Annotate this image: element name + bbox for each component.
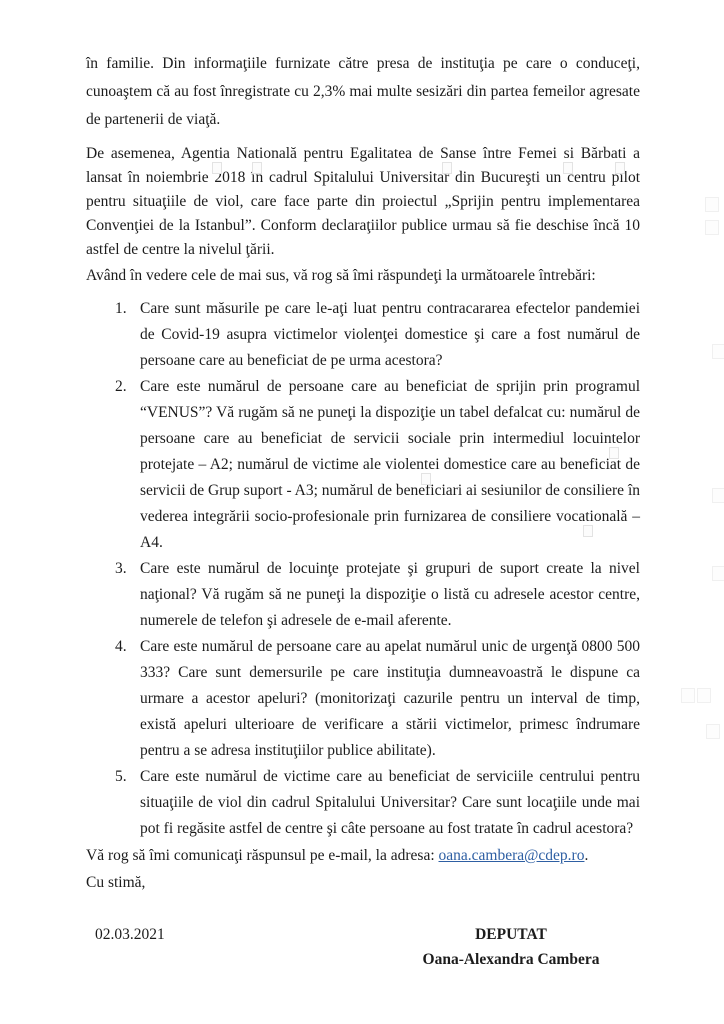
question-text: Care este numărul de locuinţe protejate şi grupuri de suport create la nivel naţional? Vă rugăm să ne puneţi la dispoziţie o listă cu adresele acestor centre, numerele de telefon şi adresele de e-mail aferente.	[140, 560, 640, 629]
paragraph-agency-pilot-center: De asemenea, Agentia Natională pentru Egalitatea de Sanse între Femei si Bărbati a lansat în noiembrie 2018 în cadrul Spitalului Universitar din Bucureşti un centru pilot pentru situaţiile de viol, care face parte din proiectul „Sprijin pentru implementarea Convenţiei de la Istanbul”. Conform declaraţiilor publice urmau să fie deschise încă 10 astfel de centre la nivelul ţării.	[86, 145, 640, 258]
question-number: 1.	[115, 300, 127, 317]
signature-name: Oana-Alexandra Cambera	[422, 951, 600, 968]
email-line-suffix: .	[584, 847, 589, 864]
faint-glyph-box	[712, 488, 724, 503]
signature-row	[86, 922, 640, 972]
paragraph-intro: în familie. Din informaţiile furnizate către presa de instituţia pe care o conduceţi, cunoaştem că au fost înregistrate cu 2,3% mai multe sesizări din partea femeilor agresate de partenerii de viaţă.	[86, 55, 640, 128]
faint-glyph-box	[712, 566, 724, 581]
faint-glyph-box	[712, 344, 724, 359]
question-item-2	[86, 374, 640, 556]
salutation: Cu stimă,	[86, 874, 146, 891]
faint-glyph-box	[705, 220, 719, 235]
signature-block	[396, 922, 626, 972]
question-text: Care este numărul de victime care au beneficiat de serviciile centrului pentru situaţiile de viol din cadrul Spitalului Universitar? Care sunt locaţiile unde mai pot fi regăsite astfel de centre şi câte persoane au fost tratate în cadrul acestora?	[140, 768, 640, 837]
paragraph-questions-leadin: Având în vedere cele de mai sus, vă rog să îmi răspundeţi la următoarele întrebări:	[86, 267, 596, 284]
question-text: Care sunt măsurile pe care le-aţi luat pentru contracararea efectelor pandemiei de Covid-19 asupra victimelor violenţei domestice şi care a fost numărul de persoane care au beneficiat de pe urma acestora?	[140, 300, 640, 369]
email-link[interactable]: oana.cambera@cdep.ro	[438, 847, 585, 864]
question-item-1	[86, 296, 640, 374]
faint-glyph-box	[705, 197, 719, 212]
question-item-5	[86, 764, 640, 842]
email-line-prefix: Vă rog să îmi comunicaţi răspunsul pe e-mail, la adresa:	[86, 847, 439, 864]
email-request-line	[86, 842, 640, 869]
question-text: Care este numărul de persoane care au beneficiat de sprijin prin programul “VENUS”? Vă rugăm să ne puneţi la dispoziţie un tabel defalcat cu: numărul de persoane care au beneficiat de servicii sociale prin intermediul locuintelor protejate – A2; numărul de victime ale violentei domestice care au beneficiat de servicii de Grup suport - A3; numărul de beneficiari ai sesiunilor de consiliere în vederea integrării socio-profesionale prin furnizarea de consiliere vocatională – A4.	[140, 378, 641, 551]
faint-glyph-box	[681, 688, 695, 703]
faint-glyph-box	[697, 688, 711, 703]
question-item-3	[86, 556, 640, 634]
questions-list	[86, 296, 640, 842]
question-number: 5.	[115, 768, 127, 785]
question-item-4	[86, 634, 640, 764]
question-number: 3.	[115, 560, 127, 577]
letter-body	[86, 50, 640, 972]
signature-title: DEPUTAT	[475, 926, 547, 943]
faint-glyph-box	[706, 724, 720, 739]
question-number: 2.	[115, 378, 127, 395]
question-text: Care este numărul de persoane care au apelat numărul unic de urgenţă 0800 500 333? Care sunt demersurile pe care instituţia dumneavoastră le dispune ca urmare a acestor apeluri? (monitorizaţi cazurile pentru un interval de timp, există apeluri ulterioare de verificare a stării victimelor, primesc îndrumare pentru a se adresa instituţiilor publice abilitate).	[140, 638, 640, 759]
signature-date: 02.03.2021	[95, 926, 165, 943]
question-number: 4.	[115, 638, 127, 655]
